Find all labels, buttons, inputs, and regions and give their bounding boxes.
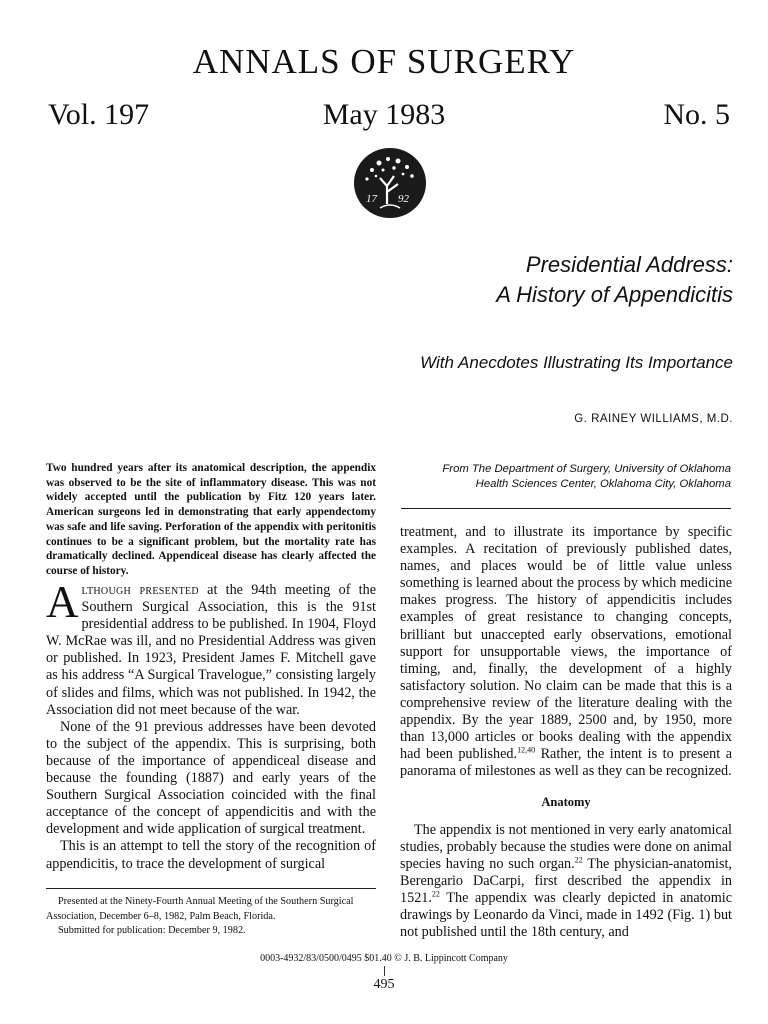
- affiliation-line-1: From The Department of Surgery, University of Oklahoma: [442, 463, 731, 475]
- section-heading-anatomy: Anatomy: [541, 795, 591, 810]
- footnote-divider: [46, 888, 376, 889]
- affiliation-divider: [401, 508, 731, 509]
- footnote-presented: Presented at the Ninety-Fourth Annual Meeting of the Southern Surgical Association, December 6–8, 1982, Palm Beach, Florida.: [46, 896, 354, 922]
- body-paragraph: [400, 822, 732, 942]
- volume-label: Vol. 197: [48, 98, 150, 131]
- copyright-line: 0003-4932/83/0500/0495 $01.40 © J. B. Lippincott Company: [260, 953, 508, 964]
- paragraph-text: The physician-anatomist, Berengario DaCarpi, first described the appendix in 1521.: [400, 855, 732, 906]
- body-paragraph: [400, 524, 732, 780]
- paragraph-text: The appendix was clearly depicted in anatomic drawings by Leonardo da Vinci, made in 1492 (Fig. 1) but not published until the 18th century, and: [400, 889, 732, 941]
- title-line-1: Presidential Address:: [525, 252, 733, 277]
- affiliation: [391, 462, 731, 492]
- reference-superscript: 22: [574, 854, 583, 864]
- affiliation-line-2: Health Sciences Center, Oklahoma City, Oklahoma: [475, 478, 731, 490]
- left-column-body: [46, 577, 376, 873]
- seal-year-left: 17: [366, 193, 377, 205]
- title-line-2: A History of Appendicitis: [496, 282, 733, 307]
- paragraph-text: treatment, and to illustrate its importance by specific examples. A recitation of previously published dates, names, and places would be of little value unless something is learned about the process by which medicine makes progress. The history of appendicitis includes examples of great resistance to changing concepts, brilliant but unaccepted early observations, emotional support for unsupportable views, the importance of timing, and, finally, the development of a highly satisfactory solution. No claim can be made that this is a comprehensive review of the literature dealing with the appendix. By the year 1889, 2500 and, by 1950, more than 13,000 articles or books dealing with the appendix had been published.: [400, 524, 732, 763]
- body-paragraph: None of the 91 previous addresses have been devoted to the subject of the appendix. This is surprising, both because of the importance of appendiceal disease and because the founding (1887) and early years of the Southern Surgical Association coincided with the final acceptance of the concept of appendicitis and with the development and wide application of surgical treatment.: [46, 718, 376, 838]
- abstract: Two hundred years after its anatomical description, the appendix was observed to be the site of inflammatory disease. This was not widely accepted until the publication by Fitz 120 years later. American surgeons led in demonstrating that early appendectomy was safe and life saving. Perforation of the appendix with peritonitis continues to be a significant problem, but the mortality rate has dramatically declined. Appendiceal disease has clearly affected the course of history.: [46, 462, 376, 577]
- tree-seal-logo: [352, 146, 428, 220]
- body-paragraph: [46, 577, 376, 719]
- article-title: [496, 250, 733, 310]
- paragraph-text: The appendix is not mentioned in very early anatomical studies, probably because the studies were done on animal species having no such organ.: [400, 821, 732, 872]
- reference-superscript: 22: [431, 889, 440, 899]
- lead-in-smallcaps: lthough presented: [81, 582, 199, 598]
- footer-divider: [384, 966, 385, 976]
- issue-number: No. 5: [663, 98, 730, 131]
- issue-date: May 1983: [322, 98, 446, 131]
- right-column-body: [400, 524, 732, 941]
- seal-year-right: 92: [398, 193, 409, 205]
- paragraph-text: at the 94th meeting of the Southern Surgical Association, this is the 91st presidential address to be published. In 1904, Floyd W. McRae was ill, and no Presidential Address was given or published. In 1923, President James F. Mitchell gave as his address “A Surgical Travelogue,” consisting largely of slides and films, which was not published. In 1942, the Association did not meet because of the war.: [46, 582, 376, 718]
- article-subtitle: With Anecdotes Illustrating Its Importance: [420, 353, 733, 372]
- footnote: [46, 895, 376, 939]
- author-name: G. RAINEY WILLIAMS, M.D.: [574, 413, 733, 425]
- paragraph-text: Rather, the intent is to present a panorama of milestones as well as they can be recognized.: [400, 746, 733, 780]
- body-paragraph: This is an attempt to tell the story of the recognition of appendicitis, to trace the development of surgical: [46, 838, 376, 872]
- drop-cap: A: [46, 577, 79, 627]
- page-number: 495: [373, 977, 395, 992]
- reference-superscript: 12,40: [517, 745, 536, 755]
- footnote-submitted: Submitted for publication: December 9, 1982.: [58, 925, 246, 936]
- journal-title: ANNALS OF SURGERY: [192, 42, 576, 81]
